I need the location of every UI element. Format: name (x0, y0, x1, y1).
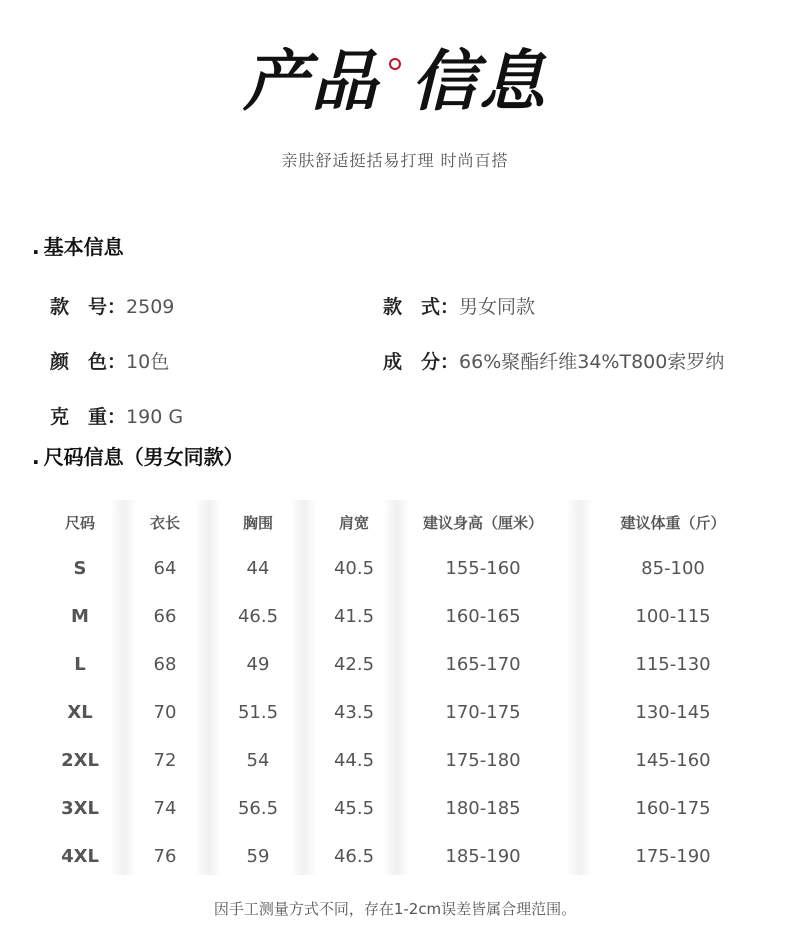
info-value: 男女同款 (459, 296, 536, 318)
table-cell-size: XL (67, 702, 93, 723)
size-table (0, 500, 790, 880)
table-cell-weight: 175-190 (635, 846, 711, 867)
column-divider (566, 500, 592, 875)
table-header-shoulder: 肩宽 (338, 514, 370, 532)
table-cell-chest: 54 (246, 750, 270, 771)
info-value: 10色 (126, 351, 170, 373)
table-cell-weight: 115-130 (635, 654, 711, 675)
info-item-style (383, 292, 535, 319)
table-cell-size: 4XL (61, 846, 99, 867)
table-cell-weight: 100-115 (635, 606, 711, 627)
table-cell-chest: 44 (246, 558, 270, 579)
table-cell-shoulder: 40.5 (333, 558, 375, 579)
column-divider (290, 500, 316, 875)
column-divider (195, 500, 221, 875)
table-header-height: 建议身高（厘米） (422, 514, 544, 532)
info-label: 成 分： (383, 351, 460, 373)
table-cell-size: M (71, 606, 89, 627)
column-divider (383, 500, 409, 875)
footnote: 因手工测量方式不同，存在1-2cm误差皆属合理范围。 (213, 900, 577, 918)
info-label: 款 号： (50, 296, 127, 318)
table-cell-height: 165-170 (445, 654, 521, 675)
table-cell-size: L (74, 654, 86, 675)
table-cell-length: 74 (153, 798, 177, 819)
subtitle: 亲肤舒适挺括易打理 时尚百搭 (281, 151, 509, 170)
info-value: 66%聚酯纤维34%T800索罗纳 (459, 351, 725, 373)
table-cell-chest: 49 (246, 654, 270, 675)
table-cell-weight: 130-145 (635, 702, 711, 723)
table-cell-size: S (73, 558, 87, 579)
size-info-heading (32, 441, 244, 470)
table-cell-shoulder: 42.5 (333, 654, 375, 675)
info-label: 颜 色： (50, 351, 127, 373)
table-cell-weight: 85-100 (641, 558, 705, 579)
table-cell-chest: 59 (246, 846, 270, 867)
table-cell-shoulder: 43.5 (333, 702, 375, 723)
basic-info-heading-text: 基本信息 (43, 235, 124, 259)
table-cell-height: 175-180 (445, 750, 521, 771)
title-part-1: 产品 (243, 42, 379, 120)
table-cell-height: 155-160 (445, 558, 521, 579)
table-cell-length: 68 (153, 654, 177, 675)
bullet-dot-icon: . (32, 235, 40, 259)
table-cell-weight: 145-160 (635, 750, 711, 771)
table-cell-chest: 46.5 (237, 606, 279, 627)
table-cell-length: 76 (153, 846, 177, 867)
table-cell-shoulder: 45.5 (333, 798, 375, 819)
table-cell-shoulder: 46.5 (333, 846, 375, 867)
table-cell-weight: 160-175 (635, 798, 711, 819)
table-cell-height: 170-175 (445, 702, 521, 723)
table-cell-shoulder: 44.5 (333, 750, 375, 771)
info-value: 190 G (126, 406, 184, 428)
info-item-color (50, 347, 169, 374)
table-cell-length: 72 (153, 750, 177, 771)
table-cell-size: 3XL (61, 798, 99, 819)
basic-info-heading (32, 231, 124, 260)
table-cell-height: 160-165 (445, 606, 521, 627)
column-divider (110, 500, 136, 875)
bullet-dot-icon: . (32, 445, 40, 469)
table-header-chest: 胸围 (242, 514, 274, 532)
size-info-heading-text: 尺码信息（男女同款） (43, 445, 244, 469)
title-ring-icon (389, 58, 401, 70)
table-header-length: 衣长 (149, 514, 181, 532)
table-header-weight: 建议体重（斤） (620, 514, 726, 532)
info-item-weight (50, 402, 183, 429)
info-item-style-number (50, 292, 174, 319)
table-cell-length: 70 (153, 702, 177, 723)
table-cell-length: 66 (153, 606, 177, 627)
info-label: 款 式： (383, 296, 460, 318)
table-cell-size: 2XL (61, 750, 99, 771)
table-cell-chest: 51.5 (237, 702, 279, 723)
title-part-2: 信息 (411, 42, 547, 120)
table-cell-height: 185-190 (445, 846, 521, 867)
info-label: 克 重： (50, 406, 127, 428)
table-cell-chest: 56.5 (237, 798, 279, 819)
page-title (0, 36, 790, 126)
table-header-size: 尺码 (64, 514, 96, 532)
table-cell-height: 180-185 (445, 798, 521, 819)
table-cell-shoulder: 41.5 (333, 606, 375, 627)
info-value: 2509 (126, 296, 175, 318)
table-cell-length: 64 (153, 558, 177, 579)
info-item-composition (383, 347, 724, 374)
